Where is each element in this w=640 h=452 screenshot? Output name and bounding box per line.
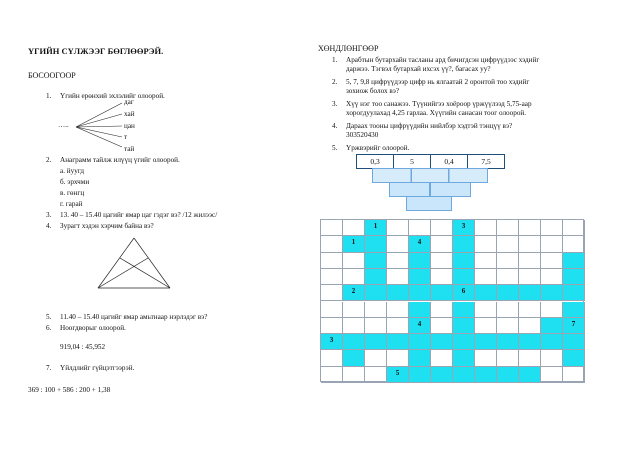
grid-cell[interactable] [453,318,475,334]
grid-cell [321,367,343,383]
grid-cell [387,318,409,334]
question-6 [46,324,126,333]
grid-clue-number: 6 [461,287,466,296]
grid-cell[interactable] [409,253,431,269]
grid-cell [387,350,409,366]
grid-cell [387,236,409,252]
grid-cell[interactable] [475,334,497,350]
grid-cell[interactable] [541,334,563,350]
clue-text: 5, 7, 9,8 цифрүүдээр цифр нь ялгаатай 2 оронтой тоо хэдийг [346,78,530,86]
clue-1 [332,56,539,74]
grid-cell [343,318,365,334]
clue-text: даржээ. Тэгвэл бутархай ихсэх үү?, багасах уу? [346,65,491,73]
grid-cell [387,253,409,269]
grid-cell [541,302,563,318]
grid-cell[interactable] [409,302,431,318]
anagram-option-d: г. гарай [60,200,83,208]
grid-cell [541,367,563,383]
pyramid-value: 0,3 [357,155,394,168]
question-3 [46,211,217,220]
grid-cell [519,302,541,318]
question-text: Үгийн ерөнхий эхлэлийг олоорой. [60,92,165,100]
grid-cell[interactable] [409,367,431,383]
grid-cell [365,302,387,318]
grid-cell[interactable] [365,236,387,252]
operation-expression: 369 : 100 + 586 : 200 + 1,38 [28,386,111,394]
grid-cell[interactable] [365,285,387,301]
grid-cell[interactable] [453,367,475,383]
grid-cell[interactable] [365,253,387,269]
grid-cell [475,220,497,236]
pyramid-row-3[interactable] [389,182,471,197]
grid-cell[interactable] [431,367,453,383]
grid-cell [343,269,365,285]
grid-cell[interactable] [453,236,475,252]
clue-text: 303520430 [346,131,379,139]
question-text: 13. 40 – 15.40 цагийг ямар цаг гэдэг вэ? /12 жилээс/ [60,211,218,219]
grid-cell[interactable] [343,236,365,252]
grid-cell [497,236,519,252]
grid-cell [321,269,343,285]
grid-cell[interactable] [453,350,475,366]
clue-3 [332,100,532,118]
grid-cell [321,220,343,236]
grid-cell [519,269,541,285]
grid-cell [497,318,519,334]
clue-number: 2. [332,78,338,86]
grid-cell [321,302,343,318]
grid-cell[interactable] [453,253,475,269]
question-text: Үйлдлийг гүйцэтгээрэй. [60,364,135,372]
grid-cell[interactable] [541,285,563,301]
grid-cell [431,253,453,269]
clue-text: Дараах тооны цифрүүдийн нийлбэр хэдтэй тэнцүү вэ? [346,122,513,130]
grid-cell [475,350,497,366]
grid-cell[interactable] [563,269,585,285]
branch-line [76,127,122,147]
grid-cell[interactable] [431,334,453,350]
question-text: Анаграмм тайлж илүүц үгийг олоорой. [60,156,180,164]
grid-cell[interactable] [475,367,497,383]
grid-cell[interactable] [453,269,475,285]
grid-clue-number: 3 [461,222,466,230]
grid-clue-number: 3 [329,336,334,345]
grid-cell [475,269,497,285]
ending-3: цан [124,122,135,130]
pyramid-row-2[interactable] [372,168,488,183]
grid-cell [431,302,453,318]
ending-5: тай [124,145,135,153]
pyramid-value: 0,4 [431,155,468,168]
segment-triangle-figure [94,234,174,294]
clue-5 [332,144,409,153]
grid-cell[interactable] [453,285,475,301]
grid-cell [475,236,497,252]
question-number: 3. [46,211,52,219]
clue-4 [332,122,512,140]
word-branch-diagram [60,97,130,157]
inner-segment [98,258,148,288]
page-title: ҮГИЙН СҮЛЖЭЭГ БӨГЛӨӨРЭЙ. [28,46,164,56]
root-blank: ….. [58,121,69,129]
grid-cell[interactable] [519,334,541,350]
grid-cell [475,318,497,334]
question-text: Зурагт хэдэн хэрчим байна вэ? [60,222,154,230]
grid-cell [431,269,453,285]
grid-cell [321,350,343,366]
question-number: 4. [46,222,52,230]
ending-4: т [124,133,128,141]
grid-cell [519,220,541,236]
anagram-option-b: б. эрхчми [60,178,90,186]
grid-cell[interactable] [409,334,431,350]
grid-cell [321,318,343,334]
grid-cell[interactable] [563,318,585,334]
grid-clue-number: 7 [571,319,576,328]
anagram-option-a: а. йуугд [60,167,85,175]
clue-text: Арабтын бутархайн тасланы ард бичигдсэн цифрүүдээс хэдийг [346,56,540,64]
grid-cell [475,302,497,318]
grid-cell [387,220,409,236]
question-7 [46,364,134,373]
branch-line [76,114,122,127]
grid-cell[interactable] [409,285,431,301]
question-number: 5. [46,313,52,321]
branch-line [76,103,122,127]
grid-clue-number: 5 [395,368,400,377]
clue-text: Үржвэрийг олоорой. [346,144,410,152]
clue-number: 5. [332,144,338,152]
grid-cell[interactable] [431,285,453,301]
grid-cell [519,350,541,366]
grid-cell[interactable] [409,236,431,252]
grid-clue-number: 4 [417,319,422,328]
grid-cell [541,220,563,236]
clue-number: 4. [332,122,338,130]
grid-cell[interactable] [563,302,585,318]
pyramid-bottom[interactable] [406,196,452,211]
grid-clue-number: 1 [351,238,356,247]
clue-text: хорогдуулахад 4,25 гарлаа. Хүүгийн санасан тоог олоорой. [346,109,527,117]
grid-cell [519,318,541,334]
question-number: 2. [46,156,52,164]
branch-line [76,127,122,137]
question-text: Ноогдворыг олоорой. [60,324,126,332]
clue-number: 1. [332,56,338,64]
grid-cell [541,350,563,366]
grid-cell [343,302,365,318]
clue-text: зохиож болох вэ? [346,87,400,95]
grid-cell[interactable] [497,285,519,301]
grid-cell[interactable] [365,334,387,350]
grid-clue-number: 2 [351,287,356,296]
grid-cell[interactable] [343,350,365,366]
branch-line [76,126,122,127]
grid-cell[interactable] [563,285,585,301]
grid-cell [519,253,541,269]
grid-cell[interactable] [321,334,343,350]
grid-cell[interactable] [409,350,431,366]
grid-cell[interactable] [343,334,365,350]
clue-number: 3. [332,100,338,108]
grid-cell [431,220,453,236]
grid-cell[interactable] [453,302,475,318]
grid-cell[interactable] [563,334,585,350]
crossword-grid [320,219,584,382]
grid-cell[interactable] [387,334,409,350]
grid-cell [475,253,497,269]
grid-cell [343,220,365,236]
grid-cell[interactable] [365,220,387,236]
grid-cell[interactable] [453,334,475,350]
grid-cell [343,253,365,269]
ending-2: хай [124,110,135,118]
section-vertical: БОСООГООР [28,71,76,80]
clue-2 [332,78,529,96]
grid-cell[interactable] [453,220,475,236]
grid-cell[interactable] [563,350,585,366]
grid-cell[interactable] [387,285,409,301]
grid-cell [497,220,519,236]
grid-cell [563,236,585,252]
grid-cell [365,318,387,334]
question-text: 11.40 – 15.40 цагийг ямар амьтнаар нэрлэдэг вэ? [60,313,208,321]
anagram-option-c: в. гөнгц [60,189,85,197]
grid-cell [431,236,453,252]
question-2 [46,156,180,165]
question-5 [46,313,207,322]
grid-cell [497,269,519,285]
grid-cell[interactable] [387,367,409,383]
grid-clue-number: 1 [373,222,378,230]
section-horizontal: ХӨНДЛӨНГӨӨР [318,44,379,53]
grid-clue-number: 4 [417,238,422,247]
ending-1: даг [124,98,134,106]
grid-cell[interactable] [365,269,387,285]
grid-cell[interactable] [475,285,497,301]
inner-segment [120,258,170,288]
pyramid-value: 5 [394,155,431,168]
grid-cell [365,367,387,383]
grid-cell [321,285,343,301]
grid-cell [431,350,453,366]
grid-cell [343,367,365,383]
grid-cell [321,236,343,252]
grid-cell [387,269,409,285]
clue-text: Хүү нэг тоо санажээ. Түүнийгээ хоёроор үржүүлээд 5,75-аар [346,100,532,108]
grid-cell[interactable] [409,269,431,285]
grid-cell [497,253,519,269]
grid-cell [497,302,519,318]
grid-cell [321,253,343,269]
division-expression: 919,04 : 45,952 [60,343,106,351]
grid-cell [409,220,431,236]
grid-cell [563,220,585,236]
question-number: 1. [46,92,52,100]
grid-cell[interactable] [563,253,585,269]
grid-cell [497,350,519,366]
grid-cell[interactable] [519,367,541,383]
grid-cell [541,269,563,285]
grid-cell[interactable] [343,285,365,301]
pyramid-value: 7,5 [481,157,491,166]
grid-cell[interactable] [497,367,519,383]
pyramid-top-row [356,154,505,169]
grid-cell [563,367,585,383]
grid-cell [541,236,563,252]
question-number: 7. [46,364,52,372]
grid-cell [387,302,409,318]
grid-cell[interactable] [409,318,431,334]
grid-cell [541,253,563,269]
grid-cell [365,350,387,366]
grid-cell[interactable] [519,285,541,301]
question-4 [46,222,154,231]
grid-cell[interactable] [497,334,519,350]
grid-cell[interactable] [541,318,563,334]
question-number: 6. [46,324,52,332]
grid-cell [431,318,453,334]
grid-cell [519,236,541,252]
